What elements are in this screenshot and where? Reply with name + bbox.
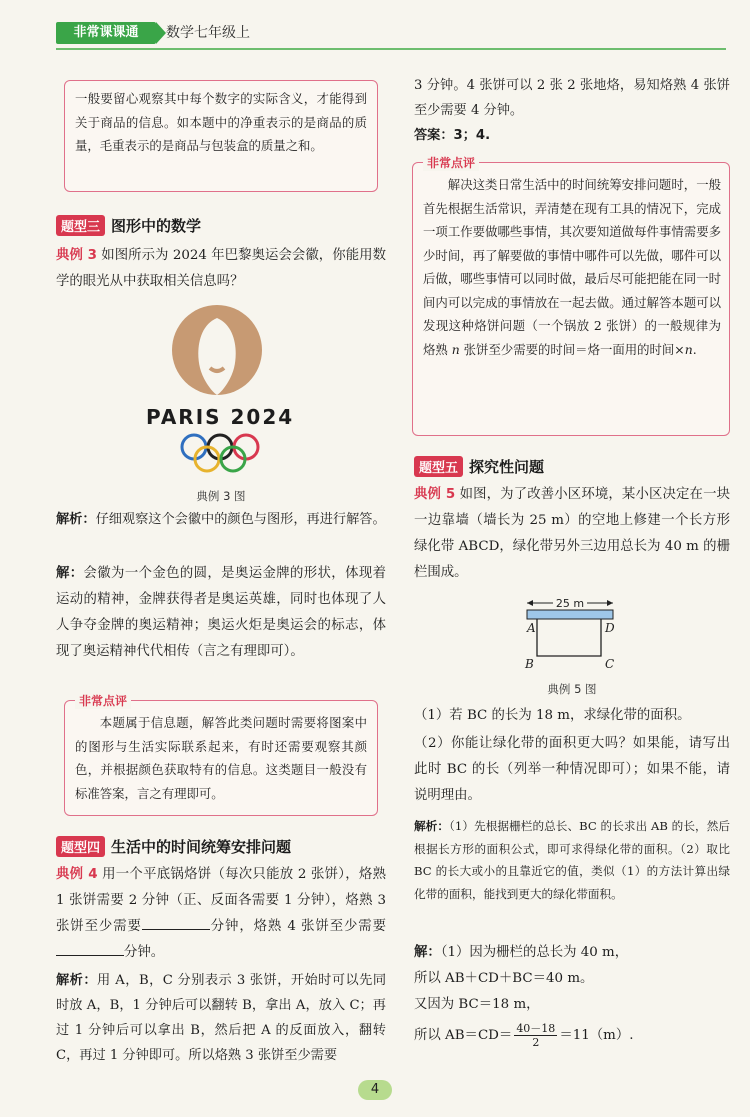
vertex-a: A (527, 621, 536, 635)
solution-line-1: （1）因为栅栏的总长为 40 m， (440, 945, 629, 960)
example-4-continued: 3 分钟。4 张饼可以 2 张 2 张地烙，易知烙熟 4 张饼至少需要 4 分钟。 (414, 78, 730, 118)
analysis-label: 解析： (56, 512, 96, 527)
example-text-c: 分钟。 (124, 945, 165, 960)
example-4-question (56, 862, 386, 966)
example-3-solution (56, 561, 386, 665)
section-title: 图形中的数学 (111, 217, 202, 235)
header-divider (56, 48, 726, 50)
fraction-denominator: 2 (532, 1036, 540, 1049)
section-4-heading (56, 836, 386, 857)
variable-n: n (684, 341, 693, 357)
example-label: 典例 5 (414, 487, 456, 502)
note-tag: 非常点评 (423, 154, 479, 171)
brand-badge: 非常课课通 (56, 22, 156, 44)
analysis-label: 解析： (414, 819, 450, 833)
example-text: 如图所示为 2024 年巴黎奥运会会徽，你能用数学的眼光从中获取相关信息吗？ (56, 248, 386, 289)
example-3-analysis (56, 507, 386, 532)
analysis-text: （1）先根据栅栏的总长、BC 的长求出 AB 的长，然后根据长方形的面积公式，即可求得绿化带的面积。（2）取比 BC 的长大或小的且靠近它的值，类似（1）的方法计算出绿化带的面积，能找到更大的绿化带面积。 (414, 819, 730, 901)
note-3-text-b: 张饼至少需要的时间＝烙一面用的时间× (463, 341, 685, 357)
solution-line-4b: ＝11（m）. (559, 1028, 634, 1043)
solution-line-2: 所以 AB＋CD＋BC＝40 m。 (414, 971, 594, 986)
example-label: 典例 4 (56, 867, 98, 882)
section-title: 生活中的时间统筹安排问题 (111, 838, 292, 856)
olympic-rings-icon (182, 435, 258, 471)
section-tag: 题型四 (56, 836, 105, 857)
fence (537, 619, 601, 656)
section-tag: 题型五 (414, 456, 463, 477)
note-2-text: 本题属于信息题，解答此类问题时需要将图案中的图形与生活实际联系起来，有时还需要观察其颜色，并根据颜色获取特有的信息。这类题目一般没有标准答案，言之有理即可。 (75, 715, 367, 801)
note-box-3 (412, 156, 730, 436)
vertex-b: B (525, 657, 534, 671)
solution-line-4a: 所以 AB＝CD＝ (414, 1028, 513, 1043)
wall (527, 610, 613, 619)
example-text-a: 用一个平底锅烙饼（每次只能放 2 张饼），烙熟 1 张饼需要 2 分钟（正、反面各需要 1 分钟），烙熟 3 张饼至少需要 (56, 867, 386, 934)
paris-2024-emblem (140, 300, 310, 480)
example-5-q2: （2）你能让绿化带的面积更大吗？如果能，请写出此时 BC 的长（列举一种情况即可）；如果不能，请说明理由。 (414, 736, 730, 803)
analysis-label: 解析： (56, 973, 97, 988)
note-tag: 非常点评 (75, 692, 131, 709)
example-5-caption: 典例 5 图 (547, 682, 597, 696)
variable-n: n (451, 341, 460, 357)
note-3-text-a: 解决这类日常生活中的时间统筹安排问题时，一般首先根据生活常识，弄清楚在现有工具的情况下，完成一项工作要做哪些事情，其次要知道做每件事情需要多少时间，再了解要做的事情中哪件可以先做，哪件可以后做，哪些事情可以同时做，最后尽可能把能在同一时间内可以完成的事情放在一起去做。通过解答本题可以发现这种烙饼问题（一个锅放 2 张饼）的一般规律为烙熟 (423, 177, 721, 357)
analysis-text: 仔细观察这个会徽中的颜色与图形，再进行解答。 (95, 512, 386, 527)
section-title: 探究性问题 (469, 458, 545, 476)
solution-label: 解： (414, 945, 441, 960)
solution-line-4 (414, 1022, 730, 1049)
answer-blank-1 (142, 915, 210, 930)
section-5-heading (414, 456, 730, 477)
example-5-question (414, 482, 730, 586)
subject-title: 数学七年级上 (166, 25, 250, 41)
wall-length-label: 25 m (555, 597, 585, 610)
example-text-b: 分钟，烙熟 4 张饼至少需要 (209, 919, 386, 934)
note-3-text (423, 173, 721, 361)
solution-label: 解： (56, 566, 84, 581)
example-text: 如图，为了改善小区环境，某小区决定在一块一边靠墙（墙长为 25 m）的空地上修建一个长方形绿化带 ABCD，绿化带另外三边用总长为 40 m 的栅栏围成。 (414, 487, 730, 580)
example-label: 典例 3 (56, 248, 97, 263)
rectangle-abcd-figure (515, 594, 625, 674)
vertex-c: C (605, 657, 615, 671)
solution-text: 会徽为一个金色的圆，是奥运金牌的形状，体现着运动的精神，金牌获得者是奥运英雄，同时也体现了人人争夺金牌的奥运精神；奥运火炬是奥运会的标志，体现了奥运精神代代相传（言之有理即可）。 (56, 566, 386, 659)
example-5-q1: （1）若 BC 的长为 18 m，求绿化带的面积。 (414, 708, 691, 723)
section-3-heading (56, 215, 386, 236)
vertex-d: D (605, 621, 615, 635)
emblem-text: PARIS 2024 (146, 405, 295, 429)
page-number: 4 (358, 1080, 392, 1100)
example-4-analysis (56, 968, 386, 1068)
example-3-caption: 典例 3 图 (196, 489, 246, 503)
example-3-question (56, 243, 386, 295)
note-box-2 (64, 694, 378, 816)
solution-line-3: 又因为 BC＝18 m， (414, 997, 540, 1012)
example-5-analysis (414, 815, 730, 905)
example-4-answer: 答案：3；4. (414, 128, 491, 143)
note-top-text: 一般要留心观察其中每个数字的实际含义，才能得到关于商品的信息。如本题中的净重表示的是商品的质量，毛重表示的是商品与包装盒的质量之和。 (75, 91, 367, 153)
note-box-top (64, 80, 378, 192)
analysis-text: 用 A，B，C 分别表示 3 张饼，开始时可以先同时放 A，B，1 分钟后可以翻转 B，拿出 A，放入 C；再过 1 分钟后可以拿出 B，然后把 A 的反面放入，翻转 C，再过 1 分钟即可。所以烙熟 3 张饼至少需要 (56, 973, 387, 1063)
example-5-solution (414, 940, 730, 1049)
note-3-text-c: . (692, 341, 697, 357)
fraction (514, 1022, 557, 1049)
section-tag: 题型三 (56, 215, 105, 236)
answer-blank-2 (56, 941, 124, 956)
fraction-numerator: 40－18 (516, 1022, 556, 1035)
